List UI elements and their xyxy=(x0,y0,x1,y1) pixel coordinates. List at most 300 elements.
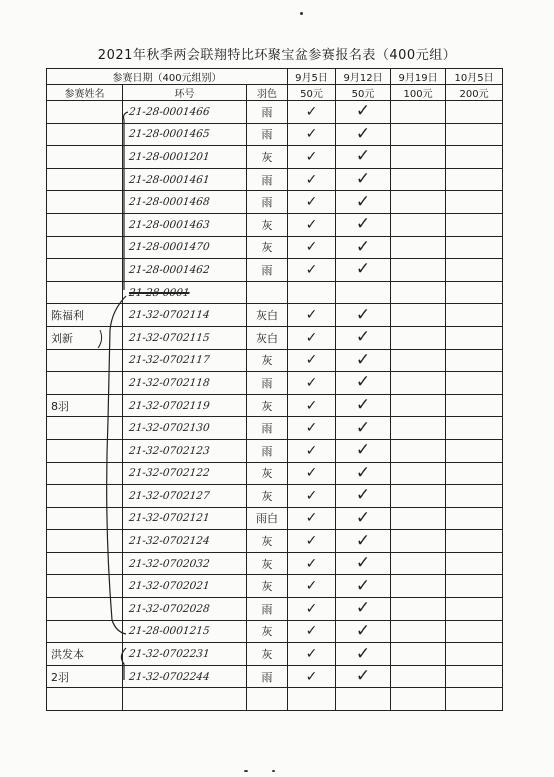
entrant-name-cell xyxy=(47,168,123,191)
sep12-check-cell-text: ✓ xyxy=(355,462,371,483)
sep12-check-cell-text: ✓ xyxy=(355,575,371,596)
sep5-check-cell-text: ✓ xyxy=(305,374,318,391)
ring-number-cell xyxy=(123,236,247,259)
ring-number-cell xyxy=(123,485,247,508)
oct5-cell xyxy=(446,146,503,169)
table-row xyxy=(47,123,503,146)
sep5-check-cell xyxy=(288,326,336,349)
sep19-cell xyxy=(391,259,446,282)
sep5-check-cell-text: ✓ xyxy=(305,261,318,278)
ring-number-cell-text: 21-28-0001 xyxy=(128,286,191,299)
table-row xyxy=(47,191,503,214)
table-row xyxy=(47,101,503,124)
entrant-name-cell xyxy=(47,643,123,666)
feather-color-cell xyxy=(247,485,288,508)
feather-color-cell-text: 雨 xyxy=(261,263,273,277)
sep12-check-cell xyxy=(336,530,391,553)
sep5-check-cell-text: ✓ xyxy=(305,216,318,233)
feather-color-cell-text: 雨 xyxy=(261,602,273,616)
ring-number-cell-text: 21-32-0702121 xyxy=(128,512,211,525)
feather-color-cell xyxy=(247,552,288,575)
sep12-check-cell xyxy=(336,439,391,462)
sep12-check-cell xyxy=(336,213,391,236)
sep5-check-cell-text: ✓ xyxy=(305,487,318,504)
sep5-check-cell-text: ✓ xyxy=(305,533,318,550)
sep5-check-cell xyxy=(288,552,336,575)
entrant-name-cell xyxy=(47,259,123,282)
feather-color-cell xyxy=(247,191,288,214)
feather-color-cell-text: 雨 xyxy=(261,670,273,684)
entrant-name-cell xyxy=(47,665,123,688)
sep12-check-cell xyxy=(336,507,391,530)
entrant-name-cell xyxy=(47,462,123,485)
sep5-check-cell xyxy=(288,598,336,621)
oct5-cell xyxy=(446,394,503,417)
sep5-check-cell xyxy=(288,101,336,124)
ring-number-cell xyxy=(123,439,247,462)
sep5-check-cell xyxy=(288,688,336,711)
ring-number-cell xyxy=(123,552,247,575)
sep12-check-cell xyxy=(336,552,391,575)
entrant-name-cell xyxy=(47,236,123,259)
ring-number-cell xyxy=(123,643,247,666)
feather-color-cell-text: 灰 xyxy=(261,489,273,503)
oct5-cell xyxy=(446,417,503,440)
sep12-check-cell xyxy=(336,304,391,327)
entrant-name-cell-text: 2羽 xyxy=(51,670,69,684)
feather-color-cell xyxy=(247,101,288,124)
feather-color-cell xyxy=(247,372,288,395)
sep12-check-cell-text: ✓ xyxy=(355,236,371,257)
date-header-4: 10月5日 xyxy=(446,69,503,85)
table-row xyxy=(47,259,503,282)
sep12-check-cell xyxy=(336,101,391,124)
ring-number-cell-text: 21-32-0702028 xyxy=(128,602,211,615)
feather-color-cell xyxy=(247,462,288,485)
feather-color-cell-text: 雨 xyxy=(261,422,273,436)
sep12-check-cell xyxy=(336,349,391,372)
sep5-check-cell xyxy=(288,439,336,462)
entrant-name-cell-text: 陈福利 xyxy=(51,309,84,323)
table-row xyxy=(47,598,503,621)
ring-number-cell xyxy=(123,349,247,372)
entry-date-header: 参赛日期（400元组别） xyxy=(47,69,288,85)
sep12-check-cell xyxy=(336,168,391,191)
ring-number-header: 环号 xyxy=(123,85,247,101)
sep12-check-cell-text: ✓ xyxy=(355,485,371,506)
oct5-cell xyxy=(446,236,503,259)
sep5-check-cell-text: ✓ xyxy=(305,420,318,437)
ring-number-cell-text: 21-32-0702122 xyxy=(128,467,211,480)
ring-number-cell xyxy=(123,123,247,146)
feather-color-cell xyxy=(247,507,288,530)
feather-color-cell xyxy=(247,575,288,598)
oct5-cell xyxy=(446,688,503,711)
entrant-name-cell xyxy=(47,552,123,575)
ring-number-cell-text: 21-32-0702244 xyxy=(128,670,211,683)
oct5-cell xyxy=(446,372,503,395)
feather-color-cell-text: 灰 xyxy=(261,580,273,594)
entrant-name-cell-text: 刘新 xyxy=(51,331,73,345)
sep12-check-cell xyxy=(336,259,391,282)
sep19-cell xyxy=(391,688,446,711)
table-row xyxy=(47,281,503,304)
feather-color-cell-text: 雨 xyxy=(261,105,273,119)
sep19-cell xyxy=(391,665,446,688)
ring-number-cell-text: 21-32-0702115 xyxy=(128,331,211,344)
sep12-check-cell-text: ✓ xyxy=(355,666,371,687)
oct5-cell xyxy=(446,552,503,575)
sep12-check-cell xyxy=(336,326,391,349)
entrant-name-cell xyxy=(47,304,123,327)
oct5-cell xyxy=(446,101,503,124)
feather-color-cell-text: 灰白 xyxy=(256,309,279,323)
feather-color-cell-text: 灰 xyxy=(261,535,273,549)
table-row xyxy=(47,485,503,508)
table-row xyxy=(47,575,503,598)
sep19-cell xyxy=(391,417,446,440)
ring-number-cell-text: 21-32-0702114 xyxy=(128,309,211,322)
sep12-check-cell xyxy=(336,236,391,259)
sep5-check-cell-text: ✓ xyxy=(305,307,318,324)
ring-number-cell xyxy=(123,575,247,598)
sep12-check-cell xyxy=(336,281,391,304)
feather-color-cell-text: 雨 xyxy=(261,376,273,390)
ring-number-cell-text: 21-28-0001215 xyxy=(128,625,211,638)
sep12-check-cell xyxy=(336,123,391,146)
table-row xyxy=(47,394,503,417)
sep5-check-cell xyxy=(288,485,336,508)
sep12-check-cell-text: ✓ xyxy=(355,259,371,280)
entrant-name-cell xyxy=(47,326,123,349)
oct5-cell xyxy=(446,213,503,236)
entrant-name-cell xyxy=(47,507,123,530)
feather-color-cell-text: 雨白 xyxy=(256,512,279,526)
table-row xyxy=(47,643,503,666)
oct5-cell xyxy=(446,259,503,282)
ring-number-cell xyxy=(123,281,247,304)
feather-color-cell xyxy=(247,620,288,643)
sep12-check-cell xyxy=(336,394,391,417)
ring-number-cell-text: 21-32-0702119 xyxy=(128,399,211,412)
sep12-check-cell-text: ✓ xyxy=(355,349,371,370)
feather-color-cell xyxy=(247,643,288,666)
table-row xyxy=(47,349,503,372)
sep5-check-cell-text: ✓ xyxy=(305,600,318,617)
sep5-check-cell xyxy=(288,281,336,304)
scan-speck xyxy=(300,12,303,15)
feather-color-cell-text: 灰 xyxy=(261,625,273,639)
sep12-check-cell xyxy=(336,598,391,621)
fee-header-4: 200元 xyxy=(446,85,503,101)
sep19-cell xyxy=(391,349,446,372)
sep19-cell xyxy=(391,575,446,598)
sep12-check-cell-text: ✓ xyxy=(355,169,371,190)
feather-color-cell-text: 雨 xyxy=(261,173,273,187)
sep19-cell xyxy=(391,598,446,621)
sep5-check-cell-text: ✓ xyxy=(305,352,318,369)
feather-color-cell-text: 雨 xyxy=(261,128,273,142)
ring-number-cell xyxy=(123,372,247,395)
ring-number-cell xyxy=(123,394,247,417)
sep12-check-cell xyxy=(336,575,391,598)
sep19-cell xyxy=(391,236,446,259)
ring-number-cell xyxy=(123,530,247,553)
date-header-2: 9月12日 xyxy=(336,69,391,85)
sep12-check-cell xyxy=(336,485,391,508)
ring-number-cell-text: 21-32-0702123 xyxy=(128,444,211,457)
sep12-check-cell-text: ✓ xyxy=(355,598,371,619)
sep12-check-cell-text: ✓ xyxy=(355,327,371,348)
sep5-check-cell-text: ✓ xyxy=(305,555,318,572)
table-row xyxy=(47,552,503,575)
sep5-check-cell xyxy=(288,191,336,214)
ring-number-cell xyxy=(123,146,247,169)
sep19-cell xyxy=(391,191,446,214)
ring-number-cell xyxy=(123,259,247,282)
sep12-check-cell xyxy=(336,688,391,711)
ring-number-cell-text: 21-32-0702127 xyxy=(128,489,211,502)
sep19-cell xyxy=(391,101,446,124)
sep5-check-cell-text: ✓ xyxy=(305,171,318,188)
feather-color-cell xyxy=(247,236,288,259)
sep5-check-cell-text: ✓ xyxy=(305,646,318,663)
feather-color-cell-text: 灰 xyxy=(261,354,273,368)
sep19-cell xyxy=(391,485,446,508)
feather-color-cell xyxy=(247,665,288,688)
sep12-check-cell-text: ✓ xyxy=(355,191,371,212)
feather-color-cell xyxy=(247,146,288,169)
scan-speck xyxy=(244,770,248,772)
sep19-cell xyxy=(391,146,446,169)
sep12-check-cell xyxy=(336,643,391,666)
sep5-check-cell-text: ✓ xyxy=(305,668,318,685)
entrant-name-cell xyxy=(47,688,123,711)
entrant-name-cell xyxy=(47,372,123,395)
sep5-check-cell xyxy=(288,372,336,395)
entrant-name-cell xyxy=(47,123,123,146)
sep5-check-cell-text: ✓ xyxy=(305,194,318,211)
ring-number-cell xyxy=(123,326,247,349)
entrant-name-cell xyxy=(47,598,123,621)
ring-number-cell-text: 21-28-0001465 xyxy=(128,128,211,141)
feather-color-cell xyxy=(247,598,288,621)
sep5-check-cell xyxy=(288,417,336,440)
oct5-cell xyxy=(446,620,503,643)
sep12-check-cell-text: ✓ xyxy=(355,440,371,461)
table-row xyxy=(47,168,503,191)
sep12-check-cell-text: ✓ xyxy=(355,553,371,574)
sep5-check-cell xyxy=(288,146,336,169)
feather-color-cell-text: 灰白 xyxy=(256,331,279,345)
fee-header-2: 50元 xyxy=(336,85,391,101)
feather-color-cell xyxy=(247,530,288,553)
feather-color-cell xyxy=(247,304,288,327)
sep19-cell xyxy=(391,530,446,553)
sep12-check-cell-text: ✓ xyxy=(355,146,371,167)
fee-header-1: 50元 xyxy=(288,85,336,101)
entrant-name-cell xyxy=(47,417,123,440)
sep19-cell xyxy=(391,507,446,530)
table-row xyxy=(47,688,503,711)
sep5-check-cell xyxy=(288,304,336,327)
feather-color-cell-text: 灰 xyxy=(261,557,273,571)
sep12-check-cell-text: ✓ xyxy=(355,395,371,416)
entrant-name-cell xyxy=(47,575,123,598)
entrant-name-cell xyxy=(47,485,123,508)
oct5-cell xyxy=(446,575,503,598)
ring-number-cell xyxy=(123,417,247,440)
sep5-check-cell xyxy=(288,665,336,688)
sep5-check-cell xyxy=(288,123,336,146)
sep19-cell xyxy=(391,394,446,417)
form-title: 2021年秋季两会联翔特比环聚宝盆参赛报名表（400元组） xyxy=(97,48,457,63)
oct5-cell xyxy=(446,349,503,372)
table-row xyxy=(47,236,503,259)
ring-number-cell xyxy=(123,101,247,124)
sep5-check-cell xyxy=(288,575,336,598)
sep5-check-cell xyxy=(288,507,336,530)
feather-color-cell xyxy=(247,123,288,146)
oct5-cell xyxy=(446,598,503,621)
ring-number-cell-text: 21-28-0001201 xyxy=(128,150,211,163)
ring-number-cell xyxy=(123,191,247,214)
feather-color-cell-text: 雨 xyxy=(261,444,273,458)
ring-number-cell-text: 21-28-0001468 xyxy=(128,196,211,209)
sep19-cell xyxy=(391,439,446,462)
entrant-name-cell xyxy=(47,101,123,124)
oct5-cell xyxy=(446,643,503,666)
feather-color-header: 羽色 xyxy=(247,85,288,101)
feather-color-cell xyxy=(247,168,288,191)
oct5-cell xyxy=(446,168,503,191)
table-row xyxy=(47,304,503,327)
sep12-check-cell-text: ✓ xyxy=(355,214,371,235)
table-row xyxy=(47,146,503,169)
ring-number-cell xyxy=(123,665,247,688)
sep12-check-cell-text: ✓ xyxy=(355,643,371,664)
ring-number-cell xyxy=(123,213,247,236)
sep5-check-cell-text: ✓ xyxy=(305,623,318,640)
date-header-3: 9月19日 xyxy=(391,69,446,85)
sep19-cell xyxy=(391,462,446,485)
sep5-check-cell xyxy=(288,530,336,553)
sep5-check-cell-text: ✓ xyxy=(305,578,318,595)
table-row xyxy=(47,439,503,462)
sep5-check-cell xyxy=(288,620,336,643)
sep19-cell xyxy=(391,620,446,643)
sep5-check-cell-text: ✓ xyxy=(305,148,318,165)
feather-color-cell xyxy=(247,259,288,282)
ring-number-cell xyxy=(123,462,247,485)
sep5-check-cell xyxy=(288,236,336,259)
table-row xyxy=(47,372,503,395)
ring-number-cell xyxy=(123,507,247,530)
table-row xyxy=(47,462,503,485)
oct5-cell xyxy=(446,462,503,485)
entrant-name-cell xyxy=(47,620,123,643)
ring-number-cell-text: 21-32-0702130 xyxy=(128,422,211,435)
sep5-check-cell xyxy=(288,394,336,417)
oct5-cell xyxy=(446,485,503,508)
entrant-name-cell xyxy=(47,439,123,462)
ring-number-cell-text: 21-32-0702021 xyxy=(128,580,211,593)
table-row xyxy=(47,507,503,530)
feather-color-cell-text: 灰 xyxy=(261,241,273,255)
table-row xyxy=(47,213,503,236)
feather-color-cell xyxy=(247,281,288,304)
feather-color-cell xyxy=(247,439,288,462)
sep12-check-cell xyxy=(336,462,391,485)
sep12-check-cell-text: ✓ xyxy=(355,123,371,144)
ring-number-cell-text: 21-32-0702117 xyxy=(128,354,211,367)
registration-table xyxy=(46,68,503,711)
sep5-check-cell xyxy=(288,643,336,666)
sep19-cell xyxy=(391,552,446,575)
sep5-check-cell-text: ✓ xyxy=(305,239,318,256)
ring-number-cell xyxy=(123,620,247,643)
sep12-check-cell xyxy=(336,620,391,643)
sep5-check-cell-text: ✓ xyxy=(305,510,318,527)
entrant-name-cell xyxy=(47,530,123,553)
sep5-check-cell-text: ✓ xyxy=(305,442,318,459)
sep5-check-cell xyxy=(288,462,336,485)
feather-color-cell-text: 灰 xyxy=(261,150,273,164)
feather-color-cell xyxy=(247,213,288,236)
feather-color-cell xyxy=(247,417,288,440)
sep12-check-cell-text: ✓ xyxy=(355,507,371,528)
feather-color-cell xyxy=(247,688,288,711)
sep12-check-cell-text: ✓ xyxy=(355,101,371,122)
oct5-cell xyxy=(446,326,503,349)
sep12-check-cell xyxy=(336,417,391,440)
sep12-check-cell xyxy=(336,191,391,214)
oct5-cell xyxy=(446,530,503,553)
scan-speck xyxy=(272,770,275,772)
sep5-check-cell-text: ✓ xyxy=(305,329,318,346)
ring-number-cell-text: 21-32-0702231 xyxy=(128,648,211,661)
feather-color-cell-text: 灰 xyxy=(261,467,273,481)
sep19-cell xyxy=(391,643,446,666)
oct5-cell xyxy=(446,123,503,146)
sep12-check-cell-text: ✓ xyxy=(355,530,371,551)
feather-color-cell xyxy=(247,394,288,417)
entrant-name-cell xyxy=(47,281,123,304)
feather-color-cell xyxy=(247,326,288,349)
sep12-check-cell xyxy=(336,665,391,688)
feather-color-cell-text: 灰 xyxy=(261,218,273,232)
entrant-name-cell xyxy=(47,213,123,236)
sep12-check-cell-text: ✓ xyxy=(355,304,371,325)
table-row xyxy=(47,530,503,553)
sep19-cell xyxy=(391,123,446,146)
entrant-name-cell xyxy=(47,191,123,214)
ring-number-cell-text: 21-28-0001470 xyxy=(128,241,211,254)
ring-number-cell xyxy=(123,598,247,621)
entrant-name-cell-text: 洪发本 xyxy=(51,648,84,662)
feather-color-cell-text: 灰 xyxy=(261,399,273,413)
entrant-name-header: 参赛姓名 xyxy=(47,85,123,101)
table-row xyxy=(47,417,503,440)
oct5-cell xyxy=(446,665,503,688)
ring-number-cell-text: 21-28-0001461 xyxy=(128,173,211,186)
sep19-cell xyxy=(391,281,446,304)
sep5-check-cell-text: ✓ xyxy=(305,465,318,482)
sep5-check-cell-text: ✓ xyxy=(305,397,318,414)
entrant-name-cell xyxy=(47,394,123,417)
feather-color-cell-text: 雨 xyxy=(261,196,273,210)
sep19-cell xyxy=(391,213,446,236)
